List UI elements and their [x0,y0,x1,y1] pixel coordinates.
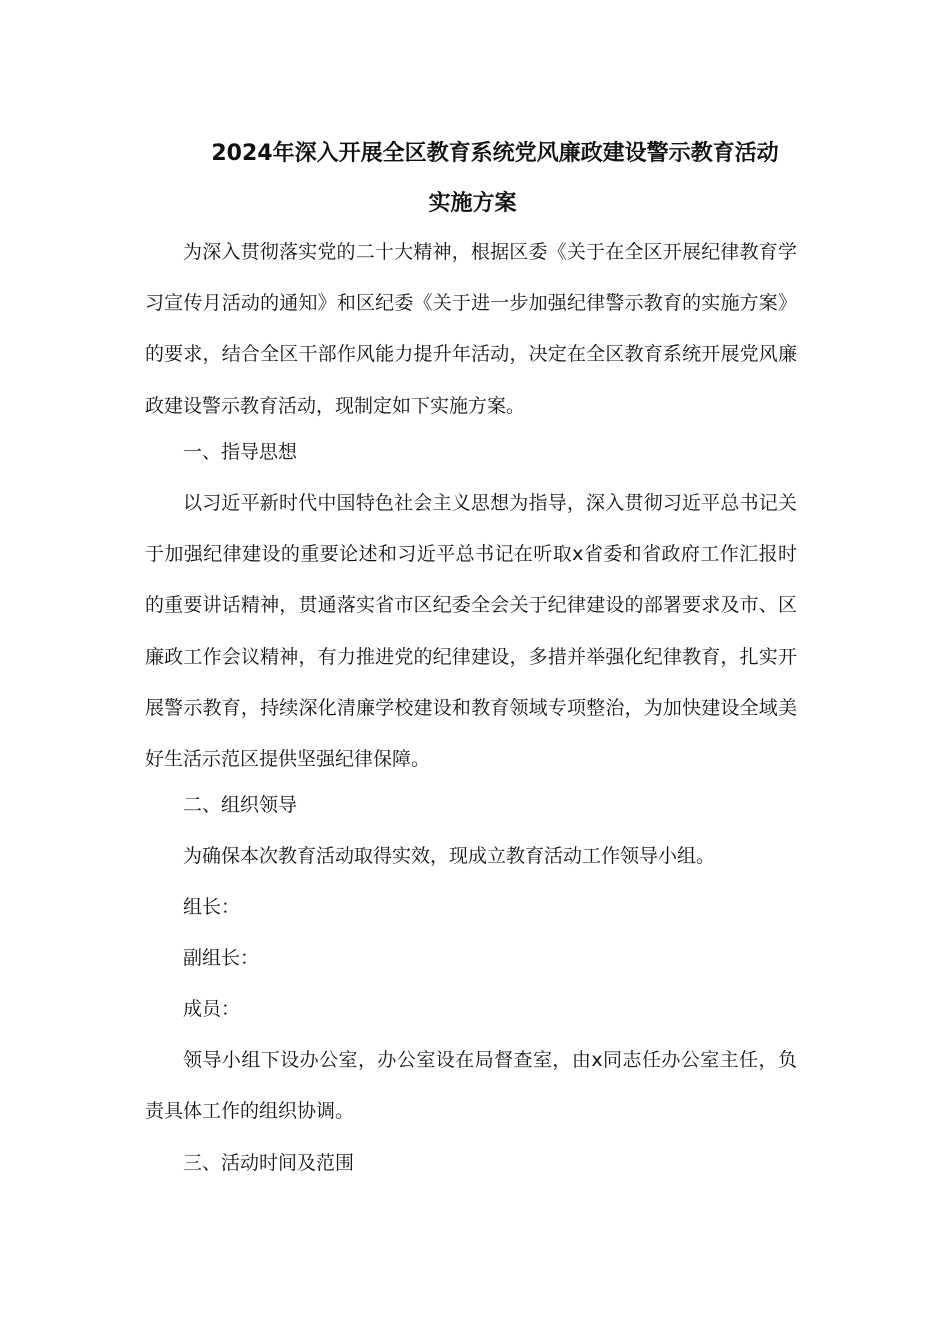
group-leader-line: 组长： [183,896,241,918]
section-heading-organization: 二、组织领导 [183,794,298,816]
intro-paragraph: 为深入贯彻落实党的二十大精神，根据区委《关于在全区开展纪律教育学习宣传月活动的通知》和区纪委《关于进一步加强纪律警示教育的实施方案》的要求，结合全区干部作风能力提升年活动，决定在全区教育系统开展党风廉政建设警示教育活动，现制定如下实施方案。 [145,241,797,417]
deputy-leader-line: 副组长： [183,947,260,969]
section-heading-guiding-ideology: 一、指导思想 [183,441,298,463]
members-line: 成员： [183,998,241,1020]
document-title-line-1: 2024年深入开展全区教育系统党风廉政建设警示教育活动 [211,141,779,166]
organization-paragraph: 为确保本次教育活动取得实效，现成立教育活动工作领导小组。 [183,845,716,867]
section-heading-time-and-scope: 三、活动时间及范围 [183,1152,355,1174]
office-paragraph: 领导小组下设办公室，办公室设在局督查室，由x同志任办公室主任，负责具体工作的组织协调。 [145,1049,797,1123]
guiding-ideology-paragraph: 以习近平新时代中国特色社会主义思想为指导，深入贯彻习近平总书记关于加强纪律建设的重要论述和习近平总书记在听取x省委和省政府工作汇报时的重要讲话精神，贯通落实省市区纪委全会关于纪律建设的部署要求及市、区廉政工作会议精神，有力推进党的纪律建设，多措并举强化纪律教育，扎实开展警示教育，持续深化清廉学校建设和教育领域专项整治，为加快建设全域美好生活示范区提供坚强纪律保障。 [145,492,797,771]
document-title-line-2: 实施方案 [428,191,517,216]
